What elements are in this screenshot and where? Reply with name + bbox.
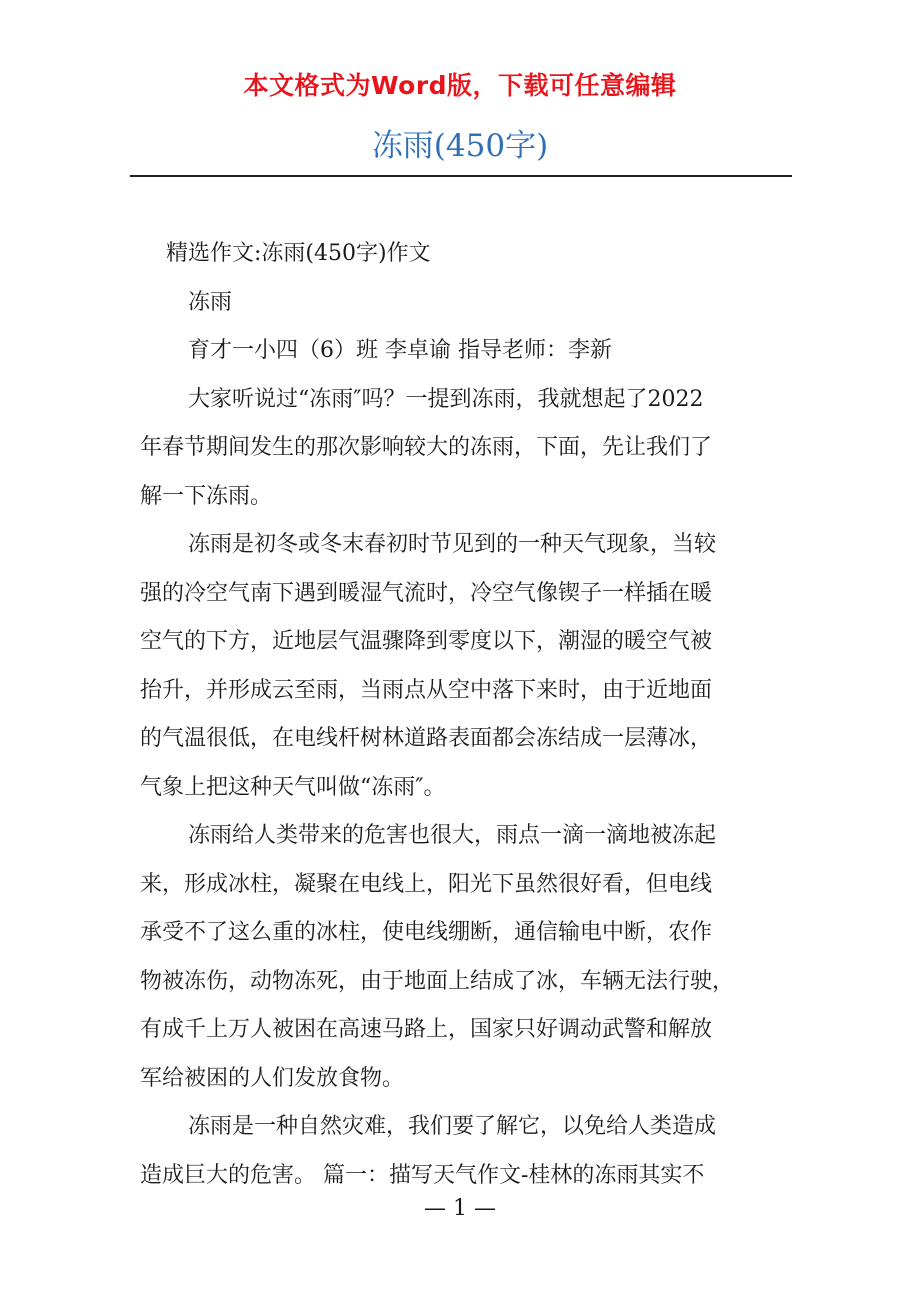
paragraph-line: 冻雨给人类带来的危害也很大，雨点一滴一滴地被冻起 [188,823,717,848]
paragraph-line: 大家听说过“冻雨″吗？一提到冻雨，我就想起了2022 [188,386,704,412]
paragraph-line: 的气温很低，在电线杆树林道路表面都会冻结成一层薄冰， [140,726,713,751]
paragraph-line: 军给被困的人们发放食物。 [140,1065,405,1091]
paragraph-line: 年春节期间发生的那次影响较大的冻雨，下面，先让我们了 [140,435,713,460]
paragraph-line: 冻雨是初冬或冬末春初时节见到的一种天气现象，当较 [188,532,717,557]
paragraph-line: 来，形成冰柱，凝聚在电线上，阳光下虽然很好看，但电线 [140,871,713,897]
paragraph-line: 有成千上万人被困在高速马路上，国家只好调动武警和解放 [140,1017,713,1042]
paragraph-line: 物被冻伤，动物冻死，由于地面上结成了冰，车辆无法行驶， [140,968,735,994]
essay-heading: 冻雨 [188,289,233,315]
paragraph-line: 造成巨大的危害。 篇一：描写天气作文-桂林的冻雨其实不 [140,1162,705,1188]
paragraph-line: 空气的下方，近地层气温骤降到零度以下，潮湿的暖空气被 [140,629,713,654]
title-divider [130,175,792,177]
document-body [140,230,790,1200]
paragraph-line: 气象上把这种天气叫做“冻雨″。 [140,774,446,800]
page-number: — 1 — [424,1196,496,1221]
paragraph-line: 承受不了这么重的冰柱，使电线绷断，通信输电中断，农作 [140,920,713,945]
essay-intro-line: 精选作文:冻雨(450字)作文 [166,241,431,266]
paragraph-line: 强的冷空气南下遇到暖湿气流时，冷空气像锲子一样插在暖 [140,580,713,606]
paragraph-line: 解一下冻雨。 [140,483,273,509]
download-banner: 本文格式为Word版，下载可任意编辑 [243,71,677,100]
paragraph-line: 冻雨是一种自然灾难，我们要了解它，以免给人类造成 [188,1114,717,1139]
paragraph-line: 抬升，并形成云至雨，当雨点从空中落下来时，由于近地面 [140,677,713,703]
document-title: 冻雨(450字) [371,128,549,164]
author-line: 育才一小四（6）班 李卓谕 指导老师：李新 [188,338,612,363]
